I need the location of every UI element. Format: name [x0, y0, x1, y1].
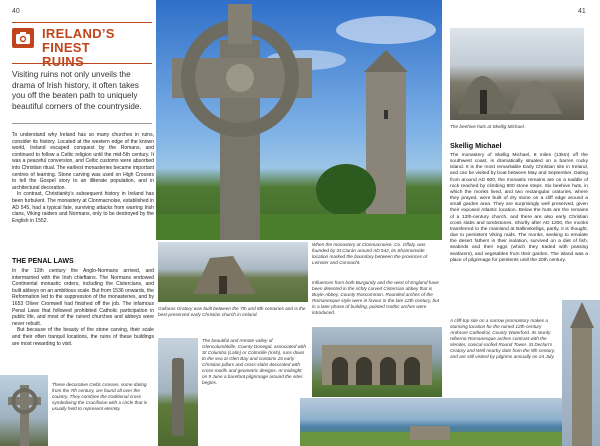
skellig-text: The monastery of Skellig Michael, 8 miles (13km) off the southwest coast, is dramatically situated on a barren rocky island. It is the most remarkable Early Christian site in Ireland, and can be visited by boat between May and September. Dating from around AD 600, the monastic remains are on a saddle of rock reached by climbing 600 stone steps. Six beehive huts, in which the monks lived, and two rectangular oratories, where they prayed, were built of dry stone on a cliff edge around a small garden area. They are surprisingly well preserved, given their exposed Atlantic location. Below the huts are the remains of a 12th-century church, and there are also early Christian cross slabs and tombstones. Shortly after AD 1200, the monks transferred to the mainland at Ballinskelligs, partly, it is thought, due to persistent Viking raids. The monks, seeking to emulate the desert fathers in their isolation, survived on a diet of fish, seabirds and their eggs (which they traded with passing seafarers), and vegetables from their garden. The island was a place of pilgrimage for penitents until the 20th century.: [450, 153, 588, 263]
title-line-2: RUINS: [42, 54, 84, 69]
body-text: [12, 132, 154, 224]
celtic-cross-photo: [0, 375, 48, 446]
caption-boyle-abbey: Influences from both Burgundy and the west of England have been detected in the richly carved Cistercian abbey that is Boyle Abbey, County Roscommon. Rounded arches of the Romanesque style were in favour in the late 12th century, but in a later phase of building, pointed Gothic arches were introduced.: [312, 280, 440, 315]
body-paragraph: But because of the beauty of the stone carving, their scale and their often tranquil locations, the ruins of these buildings are most rewarding to visit.: [12, 327, 154, 347]
body-paragraph: In the 12th century the Anglo-Normans arrived, and intermarried with the Irish chieftains. The Normans endowed Continental monastic orders, including the Cistercians, and built abbeys on an ambitious scale. But from 1536 onwards, the Reformation led to the suppression of the monasteries, and by 1653 Oliver Cromwell had finished off the job. The infamous Penal Laws that followed prohibited Catholic participation in public life, and most of the ruined churches and abbeys were never rebuilt.: [12, 268, 154, 327]
caption-ardmore: A cliff-top site on a narrow promontory makes a stunning location for the ruined 12th-century Ardmore Cathedral, County Waterford. Its sturdy Hiberno-Romanesque arches contrast with the slender, conical-roofed Round Tower. St Declan’s Oratory and Well nearby date from the 9th century, and are still visited by pilgrims annually on 24 July.: [450, 318, 556, 359]
header-rule-top: [12, 22, 152, 23]
body-paragraph: To understand why Ireland has so many churches in ruins, consider its history. Located at the western edge of the known world, Ireland escaped conquest by the Romans, and continued to follow a Celtic religion until the mid-5th century. It was a peaceful conversion, and Celtic customs were absorbed into Christian ritual. The earliest monasteries became important centres of learning. Stone carving was used on High Crosses to tell the Gospel story to an illiterate population, and in architectural decoration.: [12, 132, 154, 191]
header-rule-bottom: [12, 63, 152, 64]
caption-glencolumbkille: The beautiful and remote valley of Glencolumbkille, County Donegal, associated with St Columba (Latin) or Colmcille (Irish), runs down to the sea at Glen Bay and contains 15 early Christian pillars and cross-slabs decorated with cross-motifs and geometric designs. At midnight on 9 June a barefoot pilgrimage around the sites begins.: [202, 338, 306, 385]
body-paragraph: In contrast, Christianity’s subsequent history in Ireland has been turbulent. The monastery at Clonmacnoise, established in AD 545, had a typical fate, surviving attacks from warring Irish clans, Viking raiders and Normans, only to be destroyed by the English in 1552.: [12, 191, 154, 224]
page-number-left: 40: [12, 8, 20, 15]
round-tower-photo: [562, 300, 600, 446]
penal-heading: THE PENAL LAWS: [12, 258, 74, 265]
penal-text: [12, 268, 154, 347]
caption-gallarus: Gallarus Oratory was built between the 7th and 8th centuries and is the best-preserved early Christian church in Ireland.: [158, 306, 306, 317]
skellig-heading: Skellig Michael: [450, 141, 502, 150]
high-cross-photo: [156, 0, 442, 240]
glencolumbkille-photo: [158, 338, 198, 446]
gallarus-oratory-photo: [158, 242, 308, 302]
camera-icon: [12, 28, 34, 48]
caption-celtic: These decorative Celtic crosses, some dating from the 7th century, are found all over the country. They combine the traditional cross symbolising the Crucifixion with a circle that is usually held to represent eternity.: [52, 382, 148, 411]
beehive-huts-photo: [450, 28, 584, 120]
caption-clonmacnoise: When the monastery at Clonmacnoise, Co. Offaly, was founded by St Ciarán around AD 542, its Shannonside location marked the boundary between the provinces of Leinster and Connacht.: [312, 242, 428, 265]
title-line-1: IRELAND’S FINEST: [42, 26, 115, 55]
page-number-right: 41: [578, 8, 586, 15]
caption-beehive: The beehive huts at Skellig Michael.: [450, 124, 526, 129]
boyle-abbey-photo: [312, 327, 442, 397]
coastal-cathedral-photo: [300, 398, 600, 446]
intro-text: Visiting ruins not only unveils the drama of Irish history, it often takes you off the beaten path to uniquely beautiful corners of the countryside.: [12, 70, 142, 111]
intro-rule: [12, 123, 152, 124]
